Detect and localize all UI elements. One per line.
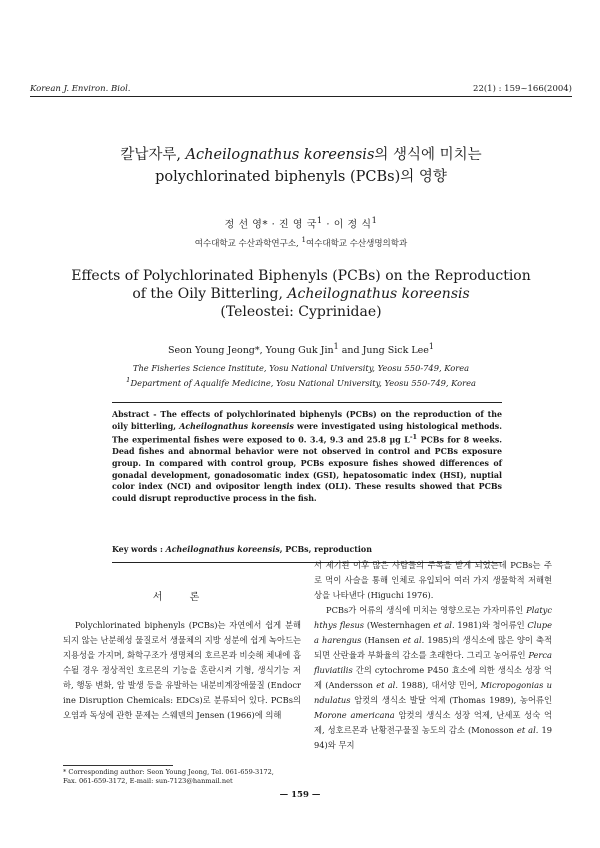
- abstract: [112, 409, 502, 504]
- intro-p2-text: 1988), 대서양 민어,: [397, 680, 481, 690]
- running-header: [30, 84, 572, 97]
- journal-name: Korean J. Environ. Biol.: [30, 84, 131, 94]
- english-authors: [40, 342, 562, 356]
- intro-p2-text: 1985)의 생식소에 많은 양이 축적되면 산란율과 부화율의 감소를 초래한다. 그리고 농어류인: [314, 635, 552, 660]
- section-heading-introduction: 서 론: [152, 592, 212, 603]
- authors-en-mark2: 1: [428, 342, 434, 351]
- abstract-text-2: were investigated using histological methods. The experimental fishes were exposed to 0. 3.4, 9.3 and 25.8 µg L: [112, 421, 502, 445]
- volume-info: 22(1) : 159~166(2004): [473, 84, 572, 94]
- intro-paragraph-1: Polychlorinated biphenyls (PCBs)는 자연에서 쉽게 분해되지 않는 난분해성 물질로서 생물체의 지방 성분에 쉽게 녹아드는 지용성을 가지며, 화학구조가 생명체의 호르몬과 비슷해 체내에 흡수될 경우 정상적인 호르몬의 기능을 혼란시켜 기형, 생식기능 저하, 행동 변화, 암 발생 등을 유발하는 내분비계장애물질 (Endocrine Disruption Chemicals: EDCs)로 분류되어 있다. PCBs의 오염과 독성에 관한 문제는 스웨덴의 Jensen (1966)에 의해: [63, 620, 301, 720]
- species-name: Perca fluviatilis: [314, 650, 552, 675]
- author-kr-2: 진 영 국: [279, 219, 317, 231]
- intro-paragraph-2: [314, 603, 552, 753]
- korean-title-line2: polychlorinated biphenyls (PCBs)의 영향: [155, 169, 447, 185]
- intro-p2-text: (Westernhagen: [364, 620, 434, 630]
- intro-paragraph-continued: 서 제기된 이후 많은 사람들의 주목을 받게 되었는데 PCBs는 주로 먹이 사슬을 통해 인체로 유입되어 여러 가지 생물학적 저해현상을 나타낸다 (Higuchi 1976).: [314, 560, 552, 600]
- abstract-species: Acheilognathus koreensis: [179, 421, 294, 431]
- author-kr-1: 정 선 영*: [224, 219, 268, 231]
- abstract-text-3: PCBs for 8 weeks. Dead fishes and abnormal behavior were not observed in control and PCBs exposure group. In compared with control group, PCBs exposure fishes showed differences of gonadal development, gonadosomatic index (GSI), hepatosomatic index (HSI), nuptial color index (NCI) and ovipositor length index (OLI). These results showed that PCBs could disrupt reproductive process in the fish.: [112, 435, 503, 503]
- korean-authors: [40, 215, 562, 230]
- keywords-rest: , PCBs, reproduction: [279, 545, 372, 554]
- english-title-line2: of the Oily Bitterling,: [132, 286, 288, 302]
- affil-kr-2: 여수대학교 수산생명의학과: [305, 238, 408, 249]
- korean-title-part2: 의 생식에 미치는: [374, 147, 482, 163]
- intro-p2-text: 1981)와 청어류인: [454, 620, 528, 630]
- abstract-top-rule: [112, 402, 502, 403]
- authors-en-part2: and Jung Sick Lee: [338, 345, 429, 357]
- species-name: Micropogonias undulatus: [314, 680, 552, 705]
- english-title: [40, 267, 562, 321]
- left-column: [63, 590, 301, 723]
- abstract-unit-exponent: -1: [409, 433, 418, 442]
- species-name: Clupea harengus: [314, 620, 552, 645]
- english-title-line3: (Teleostei: Cyprinidae): [220, 304, 382, 320]
- corresponding-author-footnote: [63, 768, 303, 786]
- species-name: Morone americana: [314, 710, 395, 720]
- intro-p2-text: 간의 cytochrome P450 효소에 의한 생식소 성장 억제 (Andersson: [314, 665, 552, 690]
- et-al: et al.: [376, 680, 398, 690]
- footnote-rule: [63, 765, 173, 766]
- intro-p2-text: 암컷의 생식소 성장 억제, 난세포 성숙 억제, 성호르몬과 난황전구물질 농도의 감소 (Monosson: [314, 710, 552, 735]
- author-kr-2-affil-mark: 1: [316, 215, 323, 225]
- page-number: — 159 —: [279, 790, 321, 800]
- et-al: et al.: [433, 620, 455, 630]
- right-column: [314, 558, 552, 753]
- footnote-line2: Fax. 061-659-3172, E-mail: sun-7123@hanmail.net: [63, 777, 233, 785]
- authors-en-mark1: 1: [333, 342, 339, 351]
- affil-en-mark: 1: [126, 376, 131, 384]
- affil-kr-mark: 1: [301, 235, 306, 244]
- korean-title-part1: 칼납자루,: [120, 147, 186, 163]
- abstract-text-1: Abstract - The effects of polychlorinated biphenyls (PCBs) on the reproduction of the oily bitterling,: [112, 410, 502, 431]
- author-kr-3: 이 정 식: [333, 219, 372, 231]
- intro-p2-text: (Hansen: [361, 635, 403, 645]
- keywords: [112, 545, 502, 554]
- author-separator: ·: [322, 219, 334, 231]
- intro-p2-text: PCBs가 어류의 생식에 미치는 영향으로는 가자미류인: [326, 605, 527, 615]
- author-separator: ·: [267, 219, 280, 231]
- korean-title: [40, 144, 562, 188]
- english-affiliations: [40, 362, 562, 389]
- footnote-line1: * Corresponding author: Seon Young Jeong, Tel. 061-659-3172,: [63, 768, 274, 776]
- affil-kr-1: 여수대학교 수산과학연구소,: [194, 238, 302, 249]
- english-title-species: Acheilognathus koreensis: [287, 286, 470, 302]
- korean-title-species: Acheilognathus koreensis: [185, 147, 375, 163]
- english-title-line1: Effects of Polychlorinated Biphenyls (PCBs) on the Reproduction: [71, 268, 531, 284]
- affil-en-1: The Fisheries Science Institute, Yosu National University, Yeosu 550-749, Korea: [132, 363, 470, 373]
- author-kr-3-affil-mark: 1: [371, 215, 378, 225]
- et-al: et al.: [402, 635, 425, 645]
- intro-p2-text: 암컷의 생식소 발달 억제 (Thomas 1989), 농어류인: [350, 695, 552, 705]
- korean-affiliations: [40, 235, 562, 249]
- species-name: Platychthys flesus: [314, 605, 552, 630]
- et-al: et al.: [516, 725, 539, 735]
- affil-en-2: Department of Aqualife Medicine, Yosu National University, Yeosu 550-749, Korea: [130, 377, 476, 388]
- keywords-species: Acheilognathus koreensis: [165, 545, 280, 554]
- intro-p2-text: 1994)와 무지: [314, 725, 552, 750]
- authors-en-part1: Seon Young Jeong*, Young Guk Jin: [168, 345, 334, 357]
- keywords-label: Key words :: [112, 545, 166, 554]
